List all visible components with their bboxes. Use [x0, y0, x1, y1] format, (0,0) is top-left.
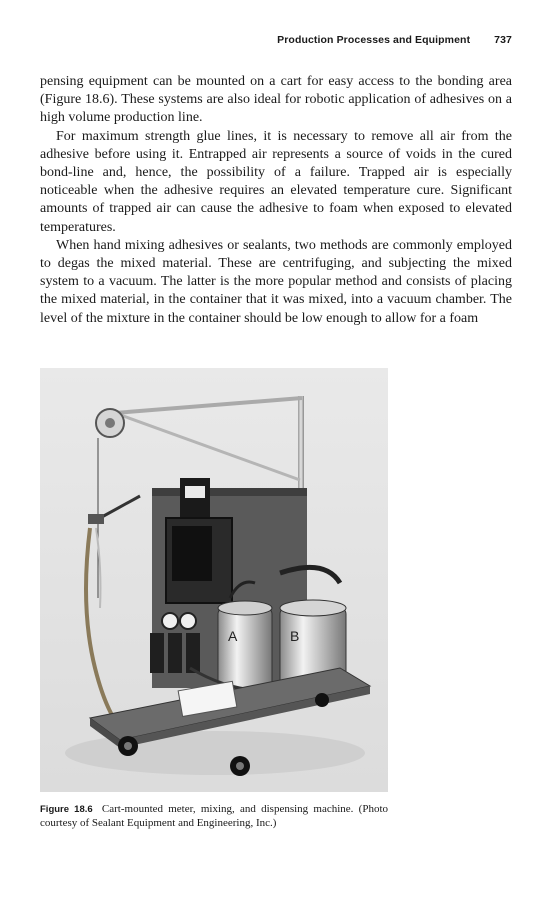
tank-a-label: A — [228, 628, 238, 644]
wheel — [315, 693, 329, 707]
tank-b-label: B — [290, 628, 300, 644]
machine-photo — [40, 368, 388, 792]
paragraph: pensing equipment can be mounted on a cart for easy access to the bonding area (Figure 18.6). These systems are also ideal for robotic application of adhesives on a high volume production line. — [40, 74, 512, 126]
figure-photo — [40, 368, 388, 792]
running-header — [40, 34, 512, 46]
body-text — [40, 73, 512, 328]
page-number: 737 — [494, 34, 512, 46]
gauge-icon — [180, 613, 196, 629]
figure-label: Figure 18.6 — [40, 804, 93, 815]
caption-text: Cart-mounted meter, mixing, and dispensing machine. (Photo courtesy of Sealant Equipment and Engineering, Inc.) — [40, 803, 388, 829]
tank-a — [218, 608, 272, 688]
dispense-gun — [88, 514, 104, 524]
gauge-icon — [162, 613, 178, 629]
figure-caption — [40, 803, 388, 830]
running-title: Production Processes and Equipment — [277, 34, 471, 46]
meter-pump — [180, 478, 210, 520]
paragraph: For maximum strength glue lines, it is necessary to remove all air from the adhesive before using it. Entrapped air represents a source of voids in the cured bond-line and, hence, the possibility of a failure. Trapped air is especially noticeable when the adhesive requires an elevated temperature cure. Significant amounts of trapped air can cause the adhesive to foam when exposed to elevated temperatures. — [40, 128, 512, 235]
paragraph: When hand mixing adhesives or sealants, two methods are commonly employed to degas the mixed material. These are centrifuging, and subjecting the mixed system to a vacuum. The latter is the more popular method and consists of placing the mixed material, in the container that it was mixed, into a vacuum chamber. The level of the mixture in the container should be low enough to allow for a foam — [40, 237, 512, 326]
